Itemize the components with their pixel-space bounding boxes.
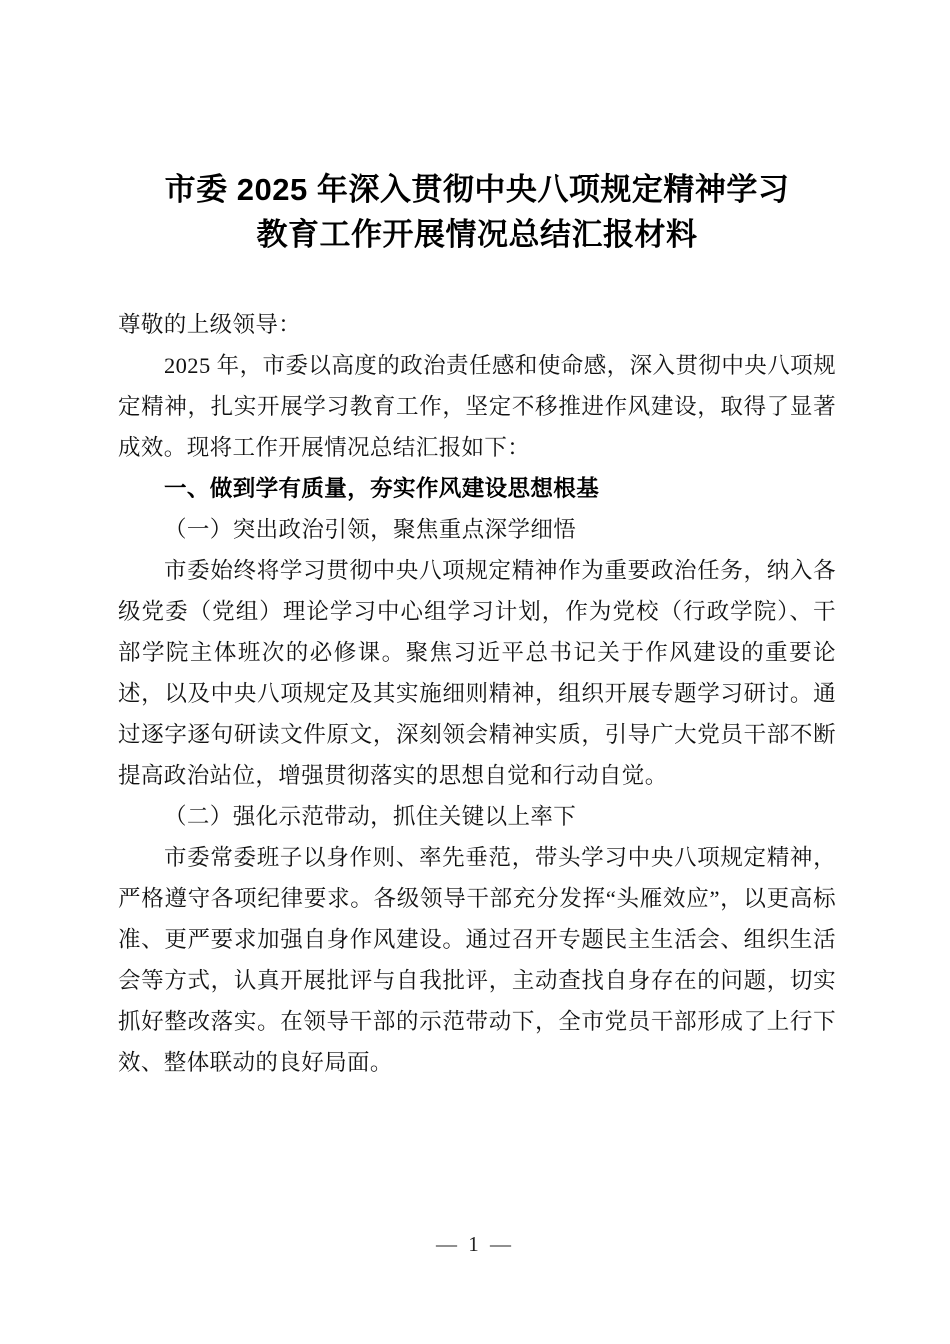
subsection-paragraph-1-2: 市委常委班子以身作则、率先垂范，带头学习中央八项规定精神，严格遵守各项纪律要求。各级领导干部充分发挥“头雁效应”，以更高标准、更严要求加强自身作风建设。通过召开专题民主生活会、组织生活会等方式，认真开展批评与自我批评，主动查找自身存在的问题，切实抓好整改落实。在领导干部的示范带动下，全市党员干部形成了上行下效、整体联动的良好局面。 [118,845,836,1075]
section-heading-1: 一、做到学有质量，夯实作风建设思想根基 [164,476,600,501]
subsection-paragraph-1-1: 市委始终将学习贯彻中央八项规定精神作为重要政治任务，纳入各级党委（党组）理论学习中心组学习计划，作为党校（行政学院）、干部学院主体班次的必修课。聚焦习近平总书记关于作风建设的重要论述，以及中央八项规定及其实施细则精神，组织开展专题学习研讨。通过逐字逐句研读文件原文，深刻领会精神实质，引导广大党员干部不断提高政治站位，增强贯彻落实的思想自觉和行动自觉。 [118,558,836,788]
opening-paragraph: 2025 年，市委以高度的政治责任感和使命感，深入贯彻中央八项规定精神，扎实开展学习教育工作，坚定不移推进作风建设，取得了显著成效。现将工作开展情况总结汇报如下： [118,353,836,460]
title-line-2: 教育工作开展情况总结汇报材料 [256,217,698,252]
title-line-1: 市委 2025 年深入贯彻中央八项规定精神学习 [164,172,790,207]
subsection-heading-1-2: （二）强化示范带动，抓住关键以上率下 [164,804,577,829]
page-title [118,0,836,257]
document-body [118,304,836,1083]
page-footer [0,1232,950,1257]
subsection-heading-1-1: （一）突出政治引领，聚焦重点深学细悟 [164,517,577,542]
document-content [118,0,836,1083]
page-number: — 1 — [436,1232,514,1256]
salutation: 尊敬的上级领导： [118,312,302,337]
